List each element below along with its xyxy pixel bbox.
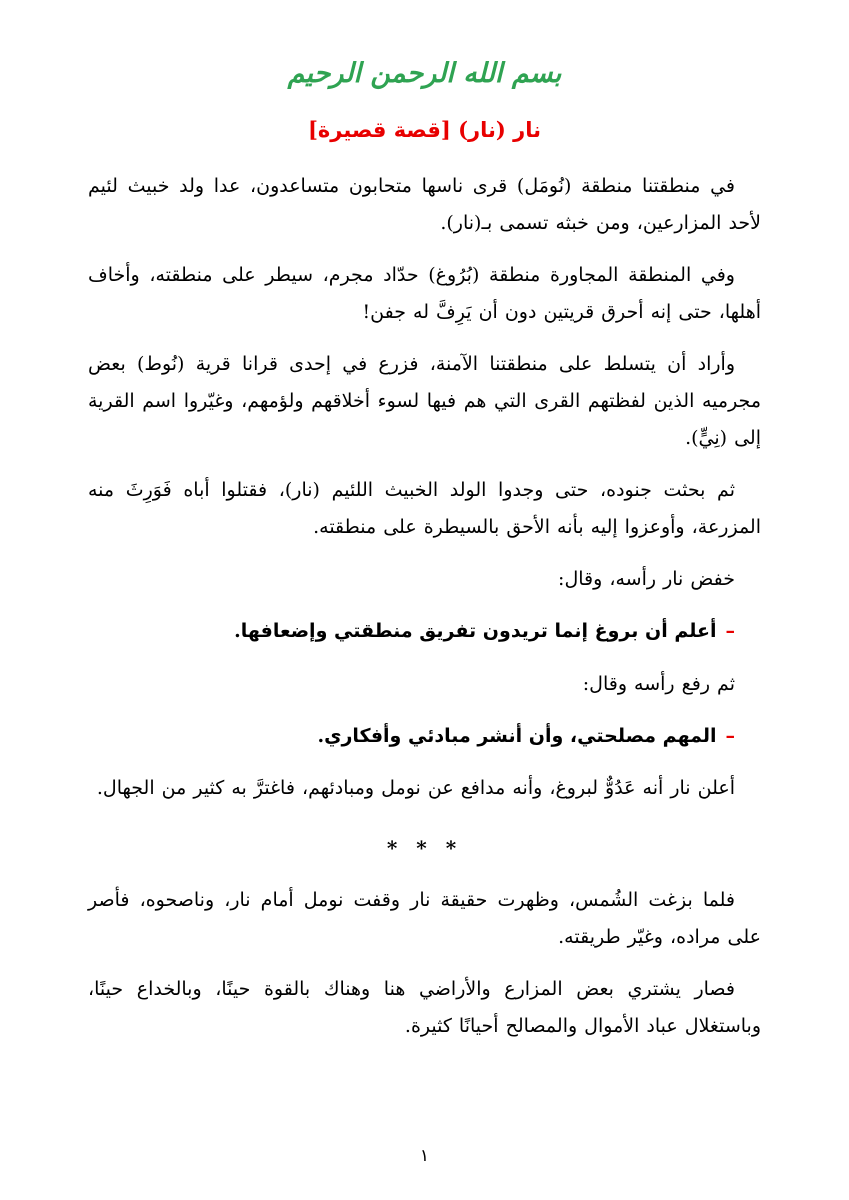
dialogue-line: [88, 718, 761, 755]
bismillah-calligraphy: بسم الله الرحمن الرحيم: [287, 58, 562, 89]
dialogue-text: المهم مصلحتي، وأن أنشر مبادئي وأفكاري.: [317, 724, 717, 747]
dialogue-text: أعلم أن بروغ إنما تريدون تفريق منطقتي وإضعافها.: [234, 620, 717, 643]
paragraph: ثم بحثت جنوده، حتى وجدوا الولد الخبيث اللئيم (نار)، فقتلوا أباه فَوَرِثَ منه المزرعة، وأوعزوا إليه بأنه الأحق بالسيطرة على منطقته.: [88, 479, 761, 539]
dialogue-line: [88, 613, 761, 650]
dialogue-dash: –: [725, 724, 735, 747]
paragraph: فلما بزغت الشُمس، وظهرت حقيقة نار وقفت نومل أمام نار، وناصحوه، فأصر على مراده، وغيّر طريقته.: [88, 888, 761, 948]
story-title: نار (نار) [قصة قصيرة]: [307, 117, 542, 142]
page-number: ١: [419, 1146, 430, 1166]
paragraph: وأراد أن يتسلط على منطقتنا الآمنة، فزرع في إحدى قرانا قرية (نُوط) بعض مجرميه الذين لفظتهم القرى التي هم فيها لسوء أخلاقهم ولؤمهم، وغيّروا اسم القرية إلى (نِيٍّ).: [88, 353, 761, 450]
dialogue-dash: –: [725, 620, 735, 643]
paragraph: أعلن نار أنه عَدُوٌّ لبروغ، وأنه مدافع عن نومل ومبادئهم، فاغترَّ به كثير من الجهال.: [96, 776, 735, 799]
paragraph: فصار يشتري بعض المزارع والأراضي هنا وهناك بالقوة حينًا، وبالخداع حينًا، وباستغلال عباد الأموال والمصالح أحيانًا كثيرة.: [88, 977, 761, 1037]
paragraph: خفض نار رأسه، وقال:: [558, 568, 735, 591]
paragraph: في منطقتنا منطقة (نُومَل) قرى ناسها متحابون متساعدون، عدا ولد خبيث لئيم لأحد المزارعين، ومن خبثه تسمى بـ(نار).: [88, 175, 761, 235]
section-separator: * * *: [386, 835, 463, 860]
paragraph: ثم رفع رأسه وقال:: [582, 672, 735, 695]
paragraph: وفي المنطقة المجاورة منطقة (بُرُوغ) حدّاد مجرم، سيطر على منطقته، وأخاف أهلها، حتى إنه أحرق قريتين دون أن يَرِفَّ له جفن!: [88, 264, 761, 324]
